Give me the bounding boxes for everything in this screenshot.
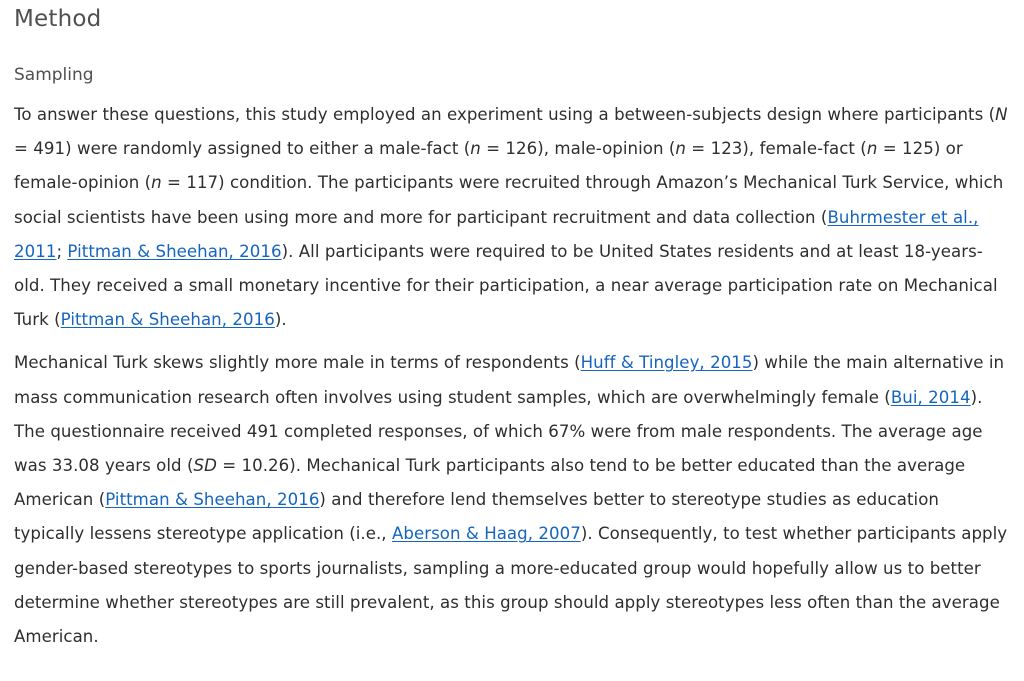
paragraph-sampling-2	[14, 346, 1010, 654]
text-segment: ). Consequently, to test whether participants apply gender-based stereotypes to sports journalists, sampling a more-educated group would hopefully allow us to better determine whether stereotypes are still prevalent, as this group should apply stereotypes less often than the average American.	[14, 524, 1008, 647]
citation-link-pittman-sheehan-2016[interactable]: Pittman & Sheehan, 2016	[67, 241, 282, 261]
citation-link-buhrmester-2011[interactable]: Buhrmester et al., 2011	[14, 207, 979, 261]
text-segment: = 491) were randomly assigned to either a male-fact (	[14, 139, 471, 159]
citation-link-bui-2014[interactable]: Bui, 2014	[890, 387, 971, 407]
stat-symbol-n: n	[675, 139, 686, 159]
text-segment: Mechanical Turk skews slightly more male in terms of respondents (	[14, 353, 581, 373]
citation-link-pittman-sheehan-2016[interactable]: Pittman & Sheehan, 2016	[105, 490, 320, 510]
text-segment: ) while the main alternative in mass communication research often involves using student samples, which are overwhelmingly female (	[14, 353, 1005, 407]
text-segment: ) and therefore lend themselves better to stereotype studies as education typically lessens stereotype application (i.e.,	[14, 490, 939, 544]
text-segment: ). The questionnaire received 491 completed responses, of which 67% were from male respondents. The average age was 33.08 years old (	[14, 387, 983, 476]
stat-symbol-SD: SD	[193, 456, 217, 476]
text-segment: To answer these questions, this study employed an experiment using a between-subjects design where participants (	[14, 105, 996, 124]
text-segment: ). All participants were required to be United States residents and at least 18-years-old. They received a small monetary incentive for their participation, a near average participation rate on Mechanical Turk (	[14, 241, 998, 330]
subsection-title: Sampling	[14, 65, 94, 85]
text-segment: = 125) or female-opinion (	[14, 139, 963, 193]
stat-symbol-n: n	[151, 173, 162, 193]
paragraph-sampling-1	[14, 98, 1010, 337]
text-segment: = 123), female-fact (	[685, 139, 867, 159]
text-segment: ;	[56, 241, 68, 261]
text-segment: = 10.26). Mechanical Turk participants also tend to be better educated than the average American (	[14, 456, 966, 510]
citation-link-pittman-sheehan-2016[interactable]: Pittman & Sheehan, 2016	[60, 310, 275, 330]
stat-symbol-n: n	[866, 139, 878, 159]
citation-link-aberson-haag-2007[interactable]: Aberson & Haag, 2007	[391, 524, 581, 544]
section-title: Method	[14, 6, 102, 32]
text-segment: = 117) condition. The participants were recruited through Amazon’s Mechanical Turk Service, which social scientists have been using more and more for participant recruitment and data collection (	[14, 173, 1004, 227]
citation-link-huff-tingley-2015[interactable]: Huff & Tingley, 2015	[580, 353, 753, 373]
text-segment: = 126), male-opinion (	[480, 139, 676, 159]
stat-symbol-N: N	[995, 105, 1008, 124]
stat-symbol-n: n	[470, 139, 481, 159]
text-segment: ).	[274, 310, 287, 330]
